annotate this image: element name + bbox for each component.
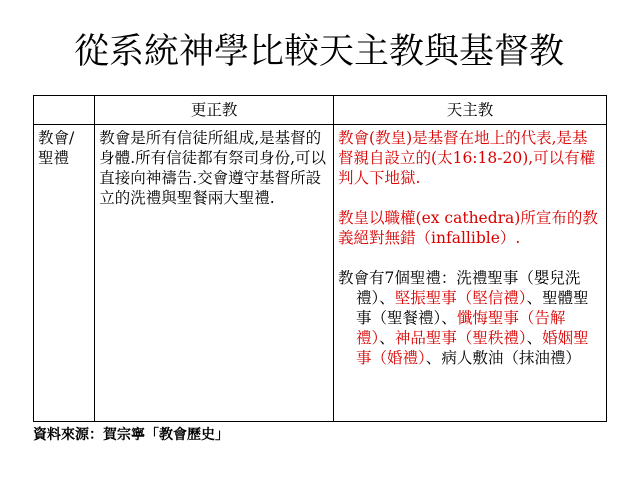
sacrament-anointing: 病人敷油（抹油禮） xyxy=(441,349,581,367)
source-citation: 資料來源：賀宗寧「教會歷史」 xyxy=(33,427,229,443)
separator: 、 xyxy=(526,289,543,307)
row-label xyxy=(34,125,95,422)
separator: 、 xyxy=(441,309,457,327)
separator: 、 xyxy=(425,349,442,367)
sacraments-intro: 教會有7個聖禮：洗禮聖事（嬰兒洗禮）、 xyxy=(338,269,581,307)
separator: 、 xyxy=(526,329,543,347)
protestant-text: 教會是所有信徒所組成,是基督的身體.所有信徒都有祭司身份,可以直接向神禱告.交會遵守基督所設立的洗禮與聖餐兩大聖禮. xyxy=(99,129,327,207)
sacrament-orders: 神品聖事（聖秩禮） xyxy=(394,329,527,347)
header-protestant: 更正教 xyxy=(95,96,334,125)
header-empty-cell xyxy=(34,96,95,125)
sacraments-list xyxy=(338,268,602,368)
header-catholic: 天主教 xyxy=(334,96,607,125)
catholic-paragraph-1: 教會(教皇)是基督在地上的代表,是基督親自設立的(太16:18-20),可以有權判人下地獄. xyxy=(338,129,596,187)
separator: 、 xyxy=(379,329,395,347)
sacrament-confirmation: 堅振聖事（堅信禮） xyxy=(394,289,527,307)
catholic-paragraph-2: 教皇以職權(ex cathedra)所宣布的教義絕對無錯（infallible）. xyxy=(338,209,598,247)
comparison-table xyxy=(33,95,607,422)
row-label-line-1: 教會/ xyxy=(38,129,75,147)
sacrament-eucharist: 聖體聖事（聖餐禮） xyxy=(356,289,589,327)
row-label-line-2: 聖禮 xyxy=(38,149,70,167)
protestant-cell xyxy=(95,125,334,422)
table-row xyxy=(34,125,607,422)
sacrament-matrimony: 婚姻聖事（婚禮） xyxy=(356,329,589,367)
page-title: 從系統神學比較天主教與基督教 xyxy=(73,32,564,72)
sacrament-penance: 懺悔聖事（告解禮） xyxy=(356,309,566,347)
catholic-cell xyxy=(334,125,607,422)
table-header-row xyxy=(34,96,607,125)
